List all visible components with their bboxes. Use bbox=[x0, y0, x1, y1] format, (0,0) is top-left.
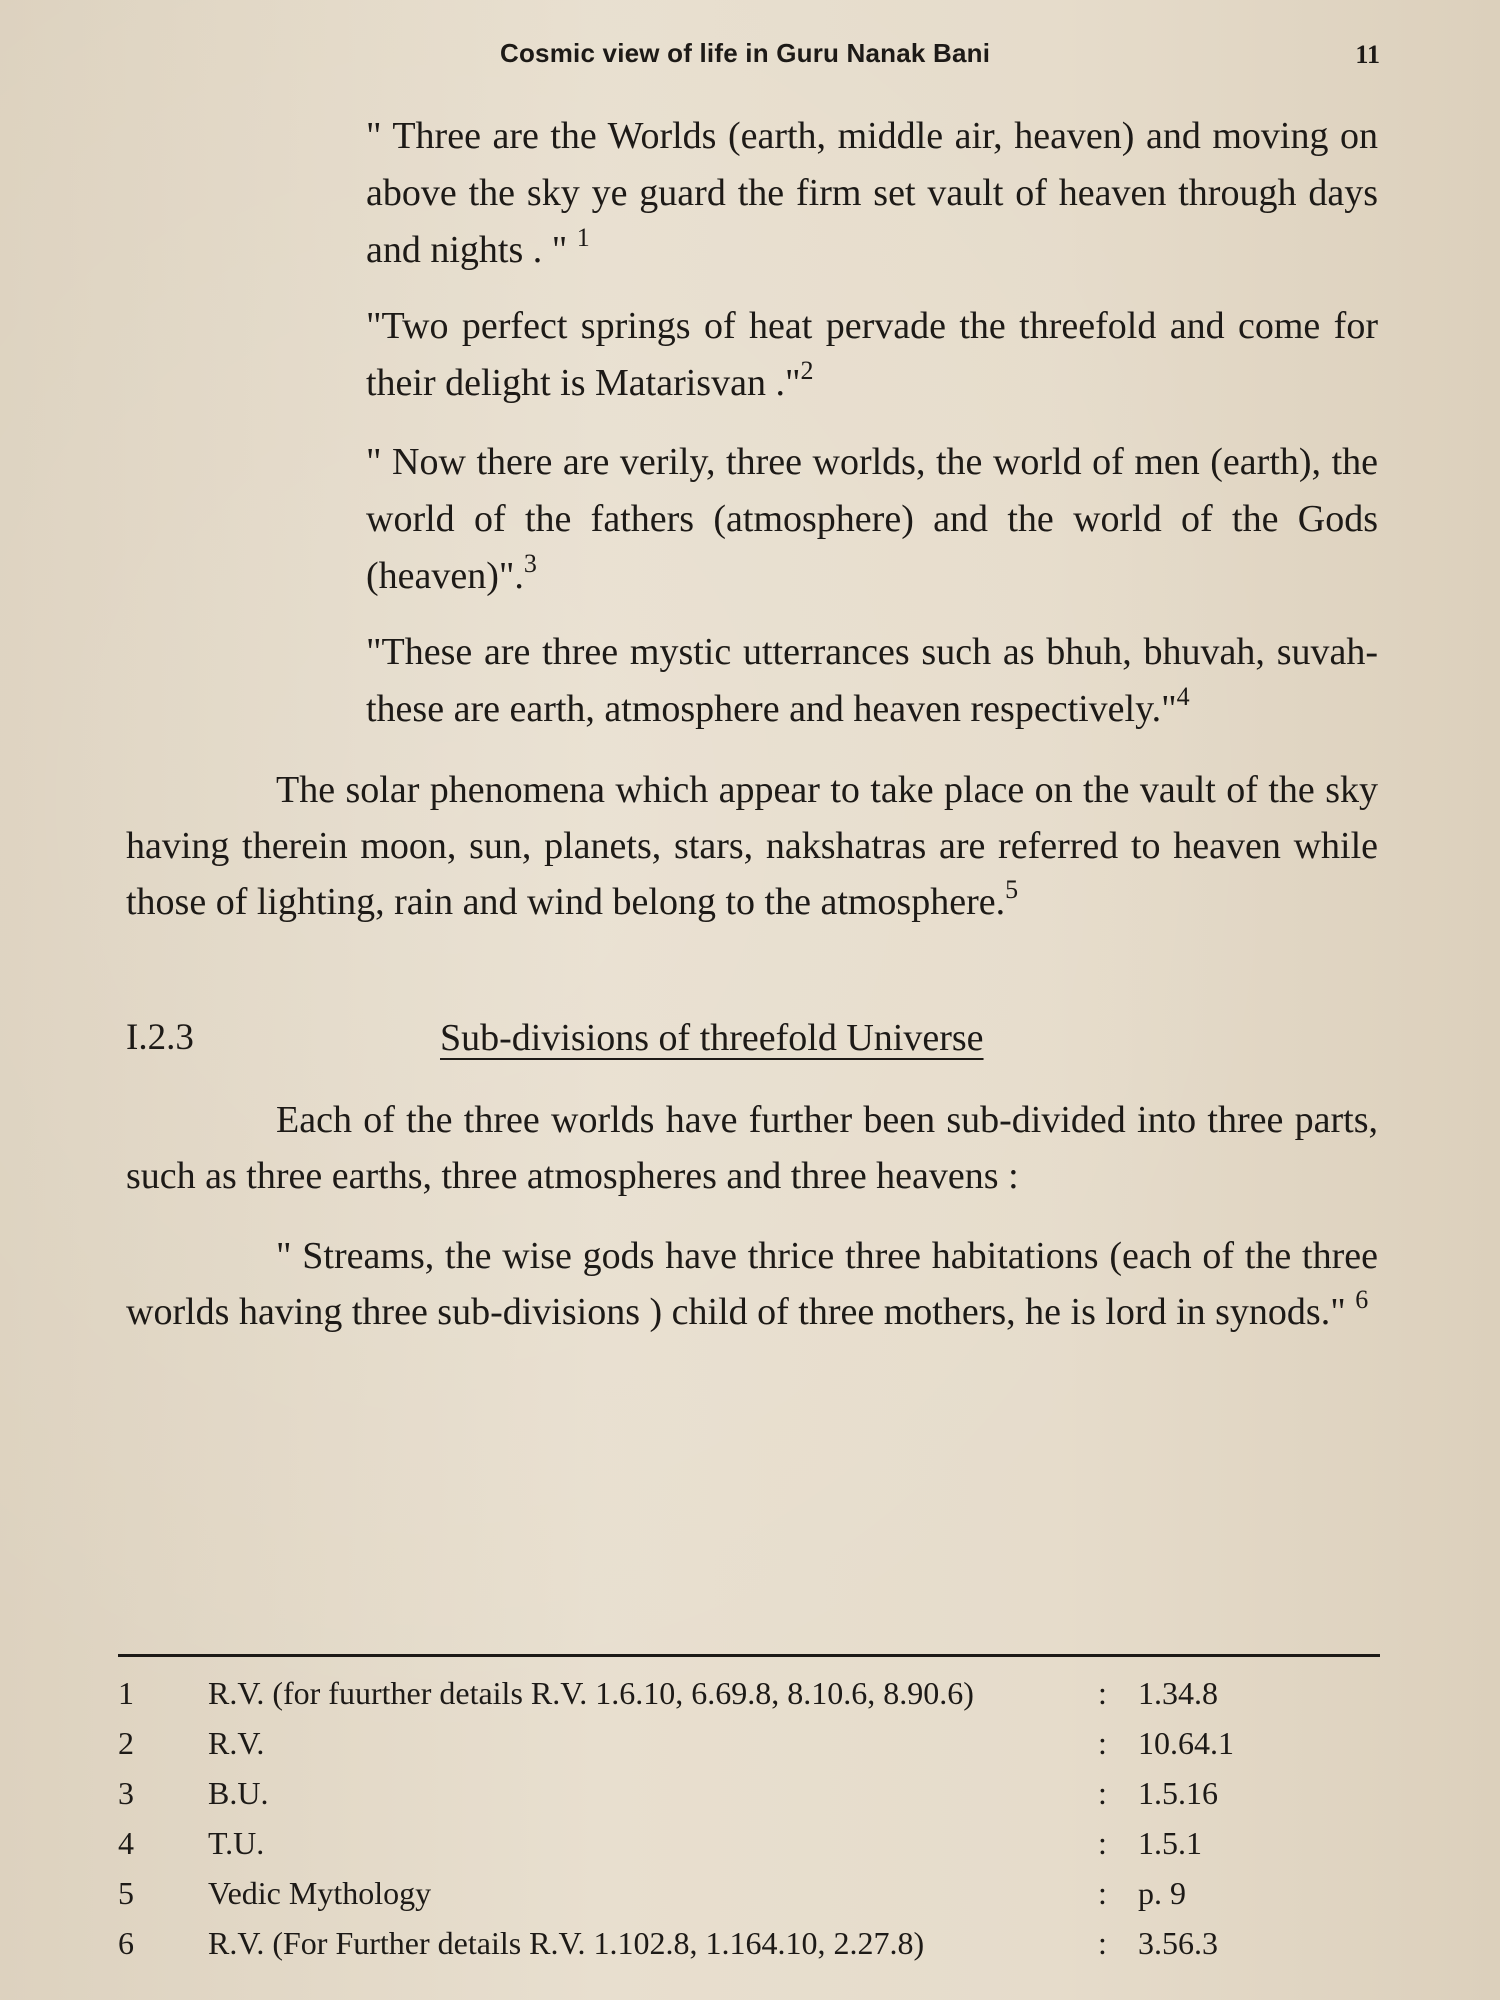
footnote-colon: : bbox=[1098, 1875, 1107, 1911]
quote-streams bbox=[126, 1228, 1378, 1340]
section-number: I.2.3 bbox=[126, 1017, 194, 1058]
footnote-row bbox=[118, 1768, 1380, 1818]
paragraph-solar-phenomena bbox=[126, 762, 1378, 930]
footnote-marker-6: 6 bbox=[1355, 1285, 1369, 1314]
footnote-number: 1 bbox=[118, 1675, 134, 1711]
paragraph-subdivisions bbox=[126, 1092, 1378, 1204]
footnote-location: 1.34.8 bbox=[1138, 1675, 1218, 1711]
footnote-reference: R.V. (For Further details R.V. 1.102.8, 1.164.10, 2.27.8) bbox=[208, 1925, 925, 1961]
footnote-number: 6 bbox=[118, 1925, 134, 1961]
paragraph-subdivisions-text: Each of the three worlds have further been sub-divided into three parts, such as three earths, three atmospheres and three heavens : bbox=[126, 1099, 1378, 1197]
footnote-number: 5 bbox=[118, 1875, 134, 1911]
footnote-divider bbox=[118, 1654, 1380, 1657]
footnote-colon: : bbox=[1098, 1775, 1107, 1811]
footnote-location: 1.5.16 bbox=[1138, 1775, 1218, 1811]
footnote-row bbox=[118, 1918, 1380, 1968]
quote-3-text: " Now there are verily, three worlds, the world of men (earth), the world of the fathers (atmosphere) and the world of the Gods (heaven)". bbox=[366, 441, 1378, 597]
footnote-marker-1: 1 bbox=[576, 223, 590, 252]
footnote-reference: B.U. bbox=[208, 1775, 269, 1811]
footnote-marker-2: 2 bbox=[800, 356, 814, 385]
quote-3 bbox=[366, 434, 1378, 605]
footnote-marker-4: 4 bbox=[1176, 682, 1190, 711]
footnote-row bbox=[118, 1668, 1380, 1718]
footnote-location: 10.64.1 bbox=[1138, 1725, 1234, 1761]
quote-streams-text: " Streams, the wise gods have thrice three habitations (each of the three worlds having three sub-divisions ) child of three mothers, he is lord in synods." bbox=[126, 1235, 1378, 1333]
footnote-number: 2 bbox=[118, 1725, 134, 1761]
footnote-colon: : bbox=[1098, 1725, 1107, 1761]
page-number: 11 bbox=[1355, 40, 1380, 69]
quote-2-text: "Two perfect springs of heat pervade the threefold and come for their delight is Matarisvan ." bbox=[366, 305, 1378, 404]
footnote-number: 3 bbox=[118, 1775, 134, 1811]
footnote-number: 4 bbox=[118, 1825, 134, 1861]
quote-1-text: " Three are the Worlds (earth, middle air, heaven) and moving on above the sky ye guard the firm set vault of heaven through days and nights . " bbox=[366, 115, 1378, 271]
footnote-location: p. 9 bbox=[1138, 1875, 1186, 1911]
footnote-row bbox=[118, 1718, 1380, 1768]
footnote-location: 3.56.3 bbox=[1138, 1925, 1218, 1961]
footnote-colon: : bbox=[1098, 1925, 1107, 1961]
quote-2 bbox=[366, 298, 1378, 412]
footnote-marker-5: 5 bbox=[1005, 875, 1019, 904]
footnote-marker-3: 3 bbox=[523, 549, 537, 578]
section-title: Sub-divisions of threefold Universe bbox=[440, 1017, 984, 1059]
footnote-reference: Vedic Mythology bbox=[208, 1875, 432, 1911]
footnote-reference: R.V. (for fuurther details R.V. 1.6.10, 6.69.8, 8.10.6, 8.90.6) bbox=[208, 1675, 974, 1711]
quote-4 bbox=[366, 624, 1378, 738]
footnote-row bbox=[118, 1818, 1380, 1868]
footnotes-list bbox=[118, 1668, 1380, 1968]
footnote-location: 1.5.1 bbox=[1138, 1825, 1202, 1861]
footnote-reference: T.U. bbox=[208, 1825, 265, 1861]
quote-4-text: "These are three mystic utterrances such as bhuh, bhuvah, suvah-these are earth, atmosphere and heaven respectively." bbox=[366, 631, 1378, 730]
footnote-row bbox=[118, 1868, 1380, 1918]
footnote-colon: : bbox=[1098, 1825, 1107, 1861]
paragraph-solar-text: The solar phenomena which appear to take place on the vault of the sky having therein moon, sun, planets, stars, nakshatras are referred to heaven while those of lighting, rain and wind belong to the atmosphere. bbox=[126, 769, 1378, 923]
footnote-reference: R.V. bbox=[208, 1725, 265, 1761]
footnote-colon: : bbox=[1098, 1675, 1107, 1711]
quote-1 bbox=[366, 108, 1378, 279]
running-header-title: Cosmic view of life in Guru Nanak Bani bbox=[500, 38, 991, 68]
